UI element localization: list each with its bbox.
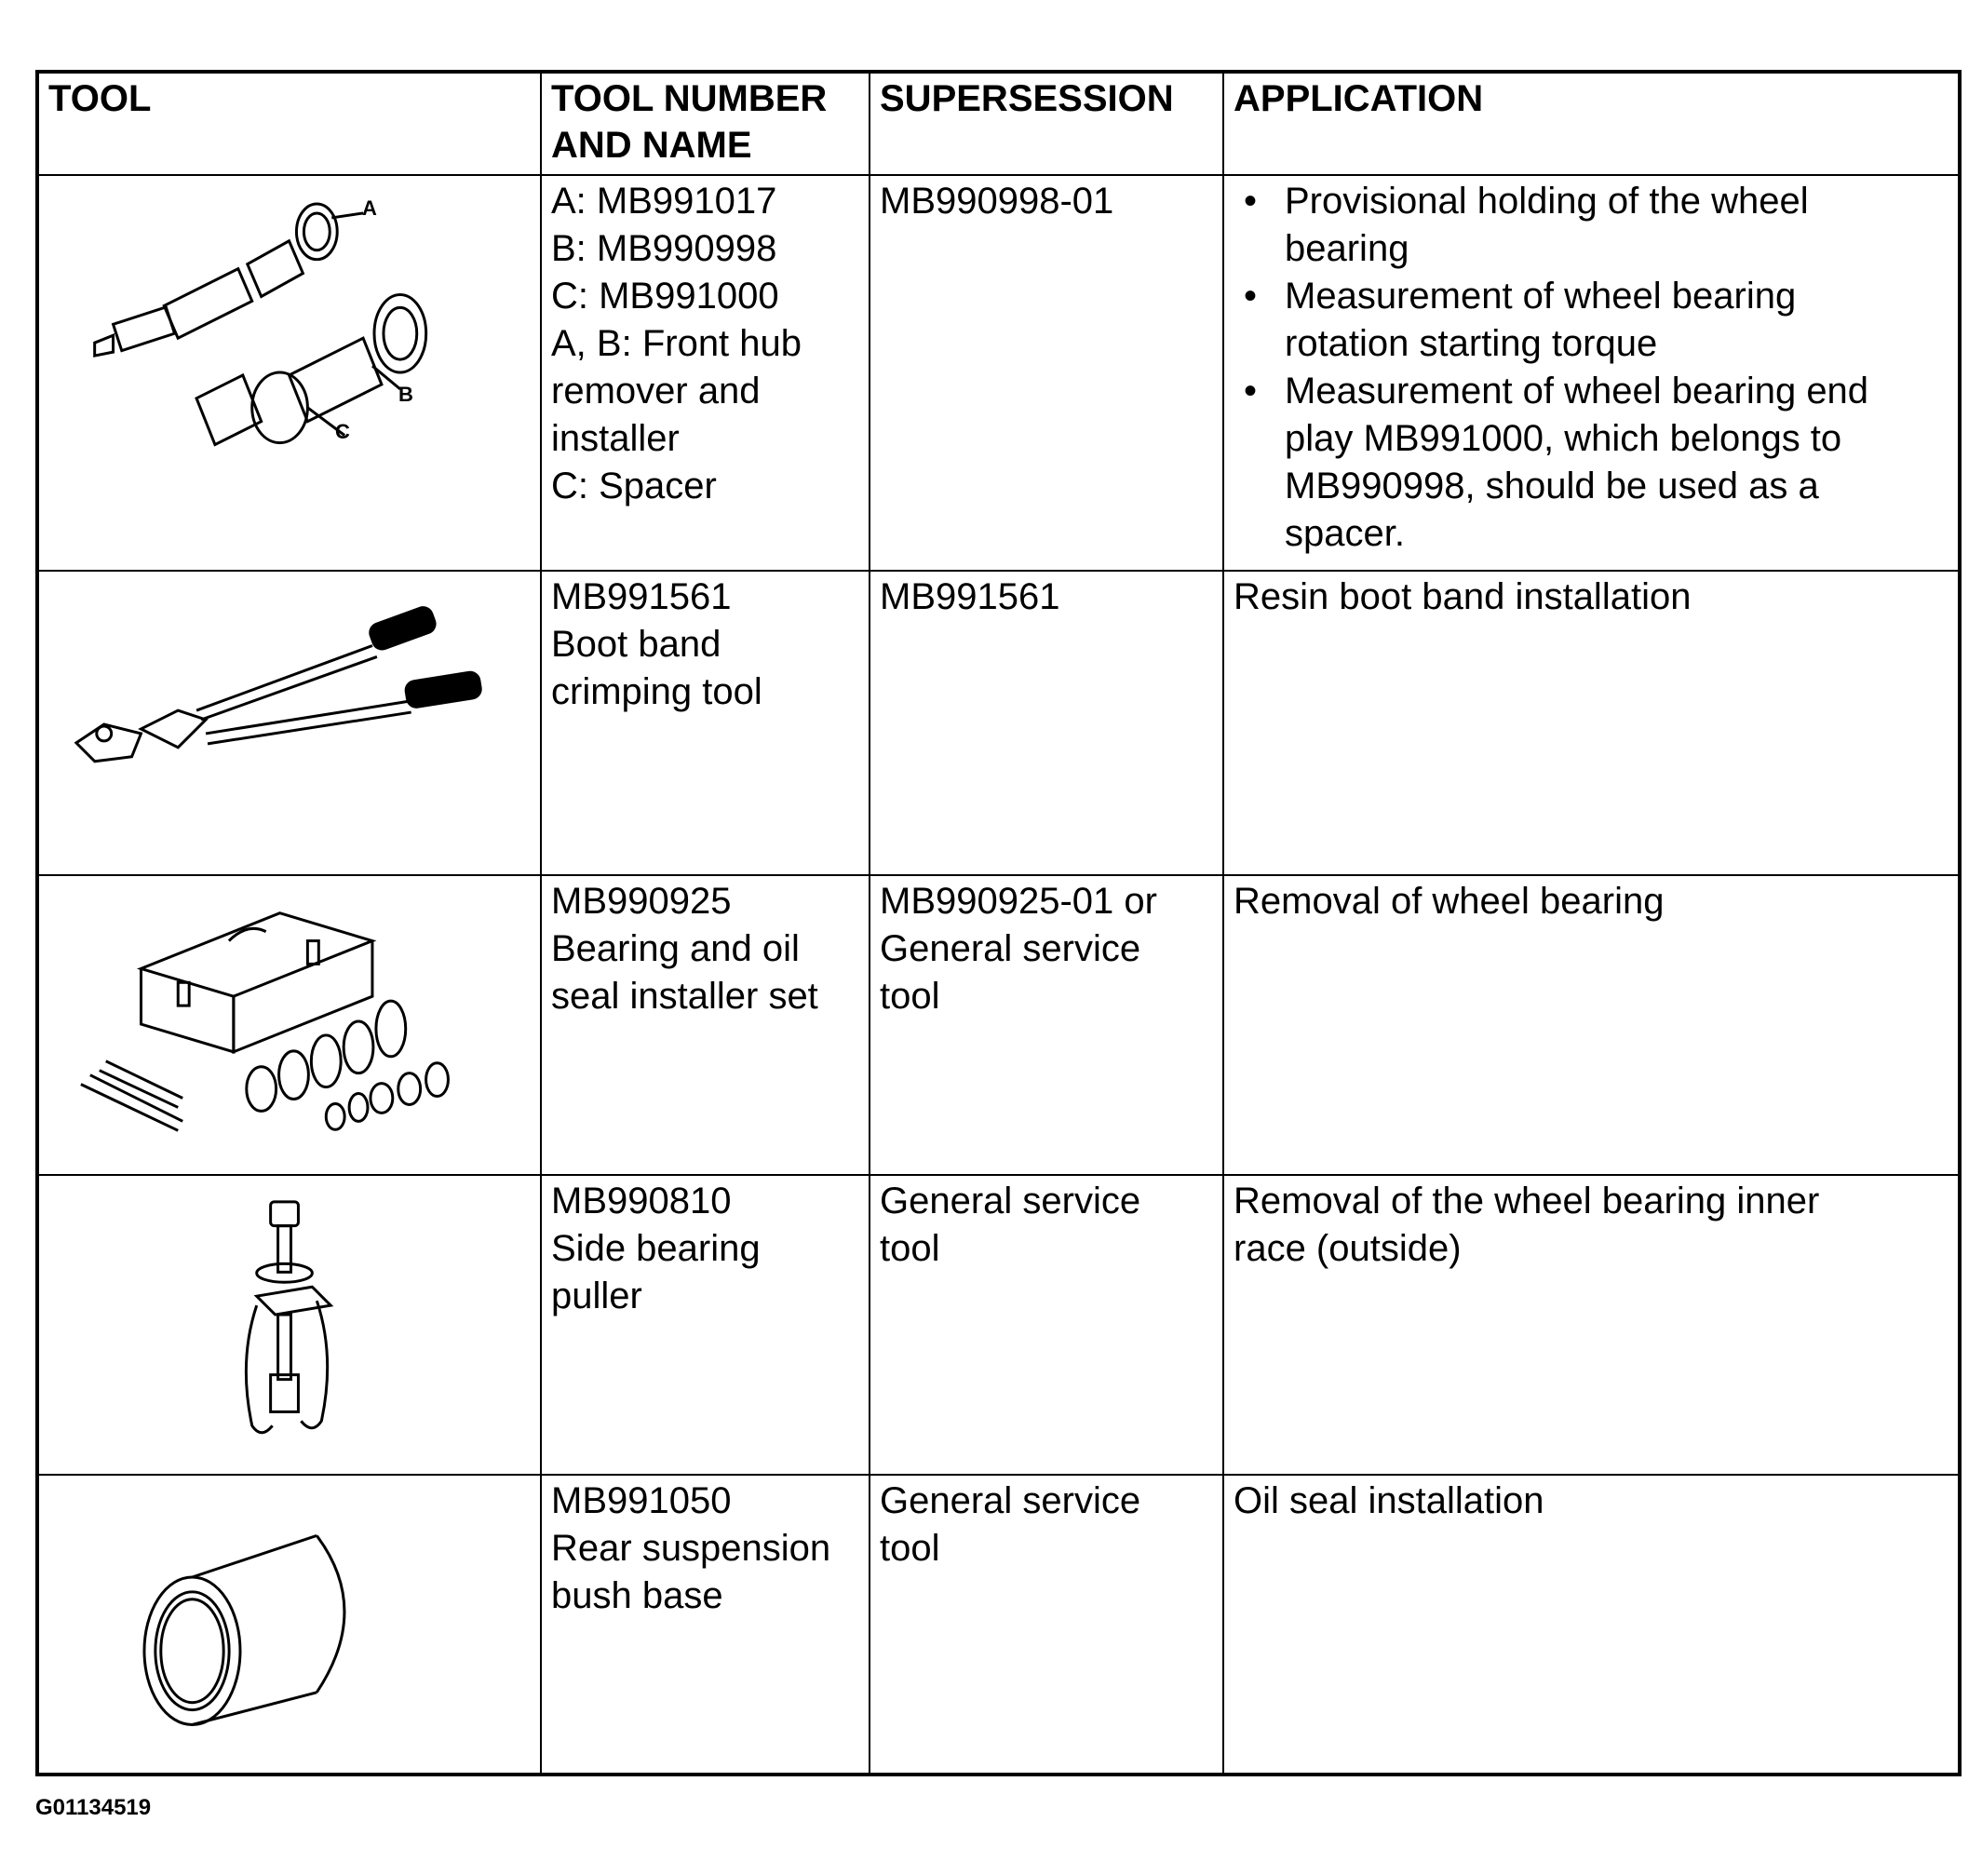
- application-bullet: [1285, 368, 1948, 558]
- number-line: Rear suspension: [551, 1528, 831, 1569]
- number-line: MB991561: [551, 576, 732, 617]
- supersession-line: MB990998-01: [880, 181, 1114, 222]
- header-number-line2: AND NAME: [551, 125, 752, 166]
- boot-band-crimping-tool-icon: [39, 572, 540, 874]
- front-hub-remover-installer-icon: [39, 176, 540, 570]
- supersession-line: MB990925-01 or: [880, 881, 1157, 922]
- application-line: bearing: [1285, 228, 1409, 269]
- tool-illustration-cell: [37, 571, 541, 875]
- supersession-cell: [870, 571, 1223, 875]
- table-row: [37, 1175, 1960, 1475]
- number-line: B: MB990998: [551, 228, 777, 269]
- tool-illustration-cell: [37, 1475, 541, 1775]
- application-cell: [1223, 571, 1960, 875]
- tool-illustration-cell: [37, 175, 541, 571]
- number-line: bush base: [551, 1575, 723, 1616]
- application-line: Removal of the wheel bearing inner: [1234, 1181, 1820, 1221]
- application-cell: [1223, 875, 1960, 1175]
- table-row: [37, 875, 1960, 1175]
- application-line: • Measurement of wheel bearing end: [1285, 371, 1869, 412]
- number-line: A, B: Front hub: [551, 323, 802, 364]
- application-cell: [1223, 1475, 1960, 1775]
- side-bearing-puller-icon: [39, 1176, 540, 1474]
- supersession-cell: [870, 175, 1223, 571]
- supersession-line: General service: [880, 928, 1141, 969]
- supersession-line: General service: [880, 1181, 1141, 1221]
- number-line: MB990925: [551, 881, 732, 922]
- callout-b: B: [398, 383, 413, 406]
- header-supersession-label: SUPERSESSION: [880, 78, 1174, 119]
- tool-number-cell: [541, 175, 870, 571]
- tool-illustration-cell: [37, 875, 541, 1175]
- number-line: puller: [551, 1275, 642, 1316]
- header-tool-number: [541, 72, 870, 175]
- number-line: C: Spacer: [551, 466, 717, 506]
- number-line: Bearing and oil: [551, 928, 800, 969]
- supersession-line: MB991561: [880, 576, 1060, 617]
- number-line: crimping tool: [551, 671, 762, 712]
- application-line: Removal of wheel bearing: [1234, 881, 1665, 922]
- bearing-oil-seal-installer-set-icon: [39, 876, 540, 1174]
- application-line: spacer.: [1285, 513, 1405, 554]
- header-number-line1: TOOL NUMBER: [551, 78, 828, 119]
- header-supersession: [870, 72, 1223, 175]
- supersession-cell: [870, 1175, 1223, 1475]
- table-row: [37, 175, 1960, 571]
- application-line: MB990998, should be used as a: [1285, 466, 1819, 506]
- supersession-cell: [870, 875, 1223, 1175]
- tool-number-cell: [541, 1175, 870, 1475]
- application-list: [1234, 178, 1948, 558]
- application-line: Oil seal installation: [1234, 1480, 1544, 1521]
- header-tool: [37, 72, 541, 175]
- header-application: [1223, 72, 1960, 175]
- number-line: C: MB991000: [551, 276, 779, 317]
- number-line: A: MB991017: [551, 181, 777, 222]
- tool-number-cell: [541, 875, 870, 1175]
- callout-c: C: [335, 420, 350, 443]
- number-line: remover and: [551, 371, 761, 412]
- header-tool-label: TOOL: [48, 78, 152, 119]
- header-application-label: APPLICATION: [1234, 78, 1484, 119]
- application-cell: [1223, 1175, 1960, 1475]
- application-line: Resin boot band installation: [1234, 576, 1692, 617]
- supersession-line: tool: [880, 1228, 940, 1269]
- number-line: installer: [551, 418, 680, 459]
- number-line: Boot band: [551, 624, 721, 665]
- supersession-cell: [870, 1475, 1223, 1775]
- table-row: [37, 1475, 1960, 1775]
- figure-id: G01134519: [35, 1795, 152, 1820]
- number-line: MB991050: [551, 1480, 732, 1521]
- tool-table: [35, 70, 1962, 1776]
- tool-illustration-cell: [37, 1175, 541, 1475]
- application-line: rotation starting torque: [1285, 323, 1658, 364]
- supersession-line: tool: [880, 976, 940, 1017]
- supersession-line: tool: [880, 1528, 940, 1569]
- tool-number-cell: [541, 1475, 870, 1775]
- application-cell: [1223, 175, 1960, 571]
- application-line: race (outside): [1234, 1228, 1462, 1269]
- supersession-line: General service: [880, 1480, 1141, 1521]
- header-row: [37, 72, 1960, 175]
- application-line: • Provisional holding of the wheel: [1285, 181, 1809, 222]
- callout-a: A: [362, 196, 377, 220]
- table-row: [37, 571, 1960, 875]
- application-line: play MB991000, which belongs to: [1285, 418, 1842, 459]
- number-line: MB990810: [551, 1181, 732, 1221]
- application-line: • Measurement of wheel bearing: [1285, 276, 1797, 317]
- tool-number-cell: [541, 571, 870, 875]
- number-line: seal installer set: [551, 976, 818, 1017]
- number-line: Side bearing: [551, 1228, 761, 1269]
- rear-suspension-bush-base-icon: [39, 1476, 540, 1773]
- application-bullet: [1285, 273, 1948, 368]
- application-bullet: [1285, 178, 1948, 273]
